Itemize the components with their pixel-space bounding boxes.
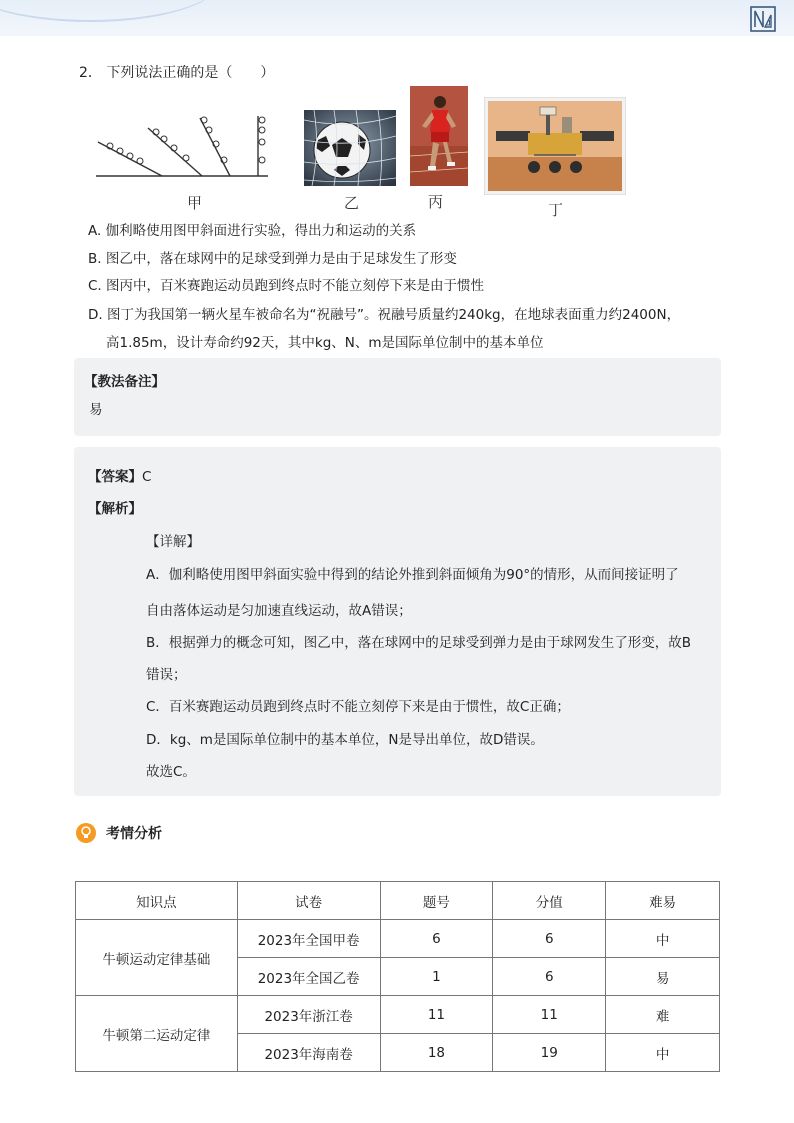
score-cell: 19 — [493, 1034, 606, 1072]
difficulty-cell: 易 — [606, 958, 720, 996]
analysis-line: B．根据弹力的概念可知，图乙中，落在球网中的足球受到弹力是由于球网发生了形变，故B — [146, 635, 692, 651]
question-text: 下列说法正确的是（ ） — [106, 65, 275, 81]
number-cell: 18 — [380, 1034, 493, 1072]
analysis-line: 自由落体运动是匀加速直线运动，故A错误； — [146, 603, 412, 619]
exam-analysis-table — [75, 881, 720, 1072]
detail-heading: 【详解】 — [146, 534, 200, 550]
figure-bing-sprinter-photo — [410, 86, 468, 186]
difficulty-cell: 中 — [606, 1034, 720, 1072]
column-header: 难易 — [606, 882, 720, 920]
figure-ding-mars-rover-photo — [484, 97, 626, 195]
table-row — [76, 920, 720, 958]
answer-value: C — [142, 469, 152, 485]
difficulty-cell: 难 — [606, 996, 720, 1034]
analysis-line: 故选C。 — [146, 764, 196, 780]
figure-label-jia: 甲 — [187, 194, 203, 212]
option-a: A. 伽利略使用图甲斜面进行实验，得出力和运动的关系 — [88, 223, 417, 239]
score-cell: 6 — [493, 958, 606, 996]
difficulty-cell: 中 — [606, 920, 720, 958]
figure-jia-incline-diagram — [92, 112, 272, 184]
analysis-heading: 【解析】 — [88, 501, 142, 517]
number-cell: 6 — [380, 920, 493, 958]
figure-label-bing: 丙 — [428, 193, 444, 211]
number-cell: 1 — [380, 958, 493, 996]
option-d: D. 图丁为我国第一辆火星车被命名为“祝融号”。祝融号质量约240kg，在地球表面重力约2400N， — [88, 307, 681, 323]
analysis-line: A．伽利略使用图甲斜面实验中得到的结论外推到斜面倾角为90°的情形，从而间接证明了 — [146, 567, 679, 583]
question-number: 2． — [79, 65, 102, 81]
figure-label-yi: 乙 — [344, 194, 360, 212]
paper-cell: 2023年海南卷 — [237, 1034, 380, 1072]
analysis-section-header — [76, 823, 162, 843]
paper-cell: 2023年全国甲卷 — [237, 920, 380, 958]
option-d-continued: 高1.85m，设计寿命约92天，其中kg、N、m是国际单位制中的基本单位 — [106, 335, 544, 351]
number-cell: 11 — [380, 996, 493, 1034]
figure-yi-football-net-photo — [304, 110, 396, 186]
notes-heading: 【教法备注】 — [84, 374, 165, 390]
score-cell: 11 — [493, 996, 606, 1034]
paper-cell: 2023年浙江卷 — [237, 996, 380, 1034]
table-row — [76, 996, 720, 1034]
column-header: 试卷 — [237, 882, 380, 920]
option-c: C. 图丙中，百米赛跑运动员跑到终点时不能立刻停下来是由于惯性 — [88, 278, 485, 294]
answer-heading: 【答案】 — [88, 469, 142, 485]
teaching-notes-box — [74, 358, 721, 436]
column-header: 分值 — [493, 882, 606, 920]
analysis-line: C．百米赛跑运动员跑到终点时不能立刻停下来是由于惯性，故C正确； — [146, 699, 570, 715]
option-b: B. 图乙中，落在球网中的足球受到弹力是由于足球发生了形变 — [88, 251, 457, 267]
score-cell: 6 — [493, 920, 606, 958]
figure-label-ding: 丁 — [548, 201, 564, 219]
analysis-line: D．kg、m是国际单位制中的基本单位，N是导出单位，故D错误。 — [146, 732, 544, 748]
page-header-band — [0, 0, 794, 36]
topic-cell: 牛顿第二运动定律 — [76, 996, 238, 1072]
topic-cell: 牛顿运动定律基础 — [76, 920, 238, 996]
column-header: 知识点 — [76, 882, 238, 920]
paper-cell: 2023年全国乙卷 — [237, 958, 380, 996]
question-stem — [79, 62, 274, 82]
column-header: 题号 — [380, 882, 493, 920]
brand-logo-icon — [750, 6, 776, 32]
header-decoration — [0, 0, 220, 22]
answer-line — [88, 465, 151, 485]
lightbulb-icon — [76, 823, 96, 843]
section-title: 考情分析 — [106, 826, 162, 842]
answer-analysis-box — [74, 447, 721, 796]
table-header-row — [76, 882, 720, 920]
analysis-line: 错误； — [146, 667, 187, 683]
notes-content: 易 — [89, 402, 103, 418]
